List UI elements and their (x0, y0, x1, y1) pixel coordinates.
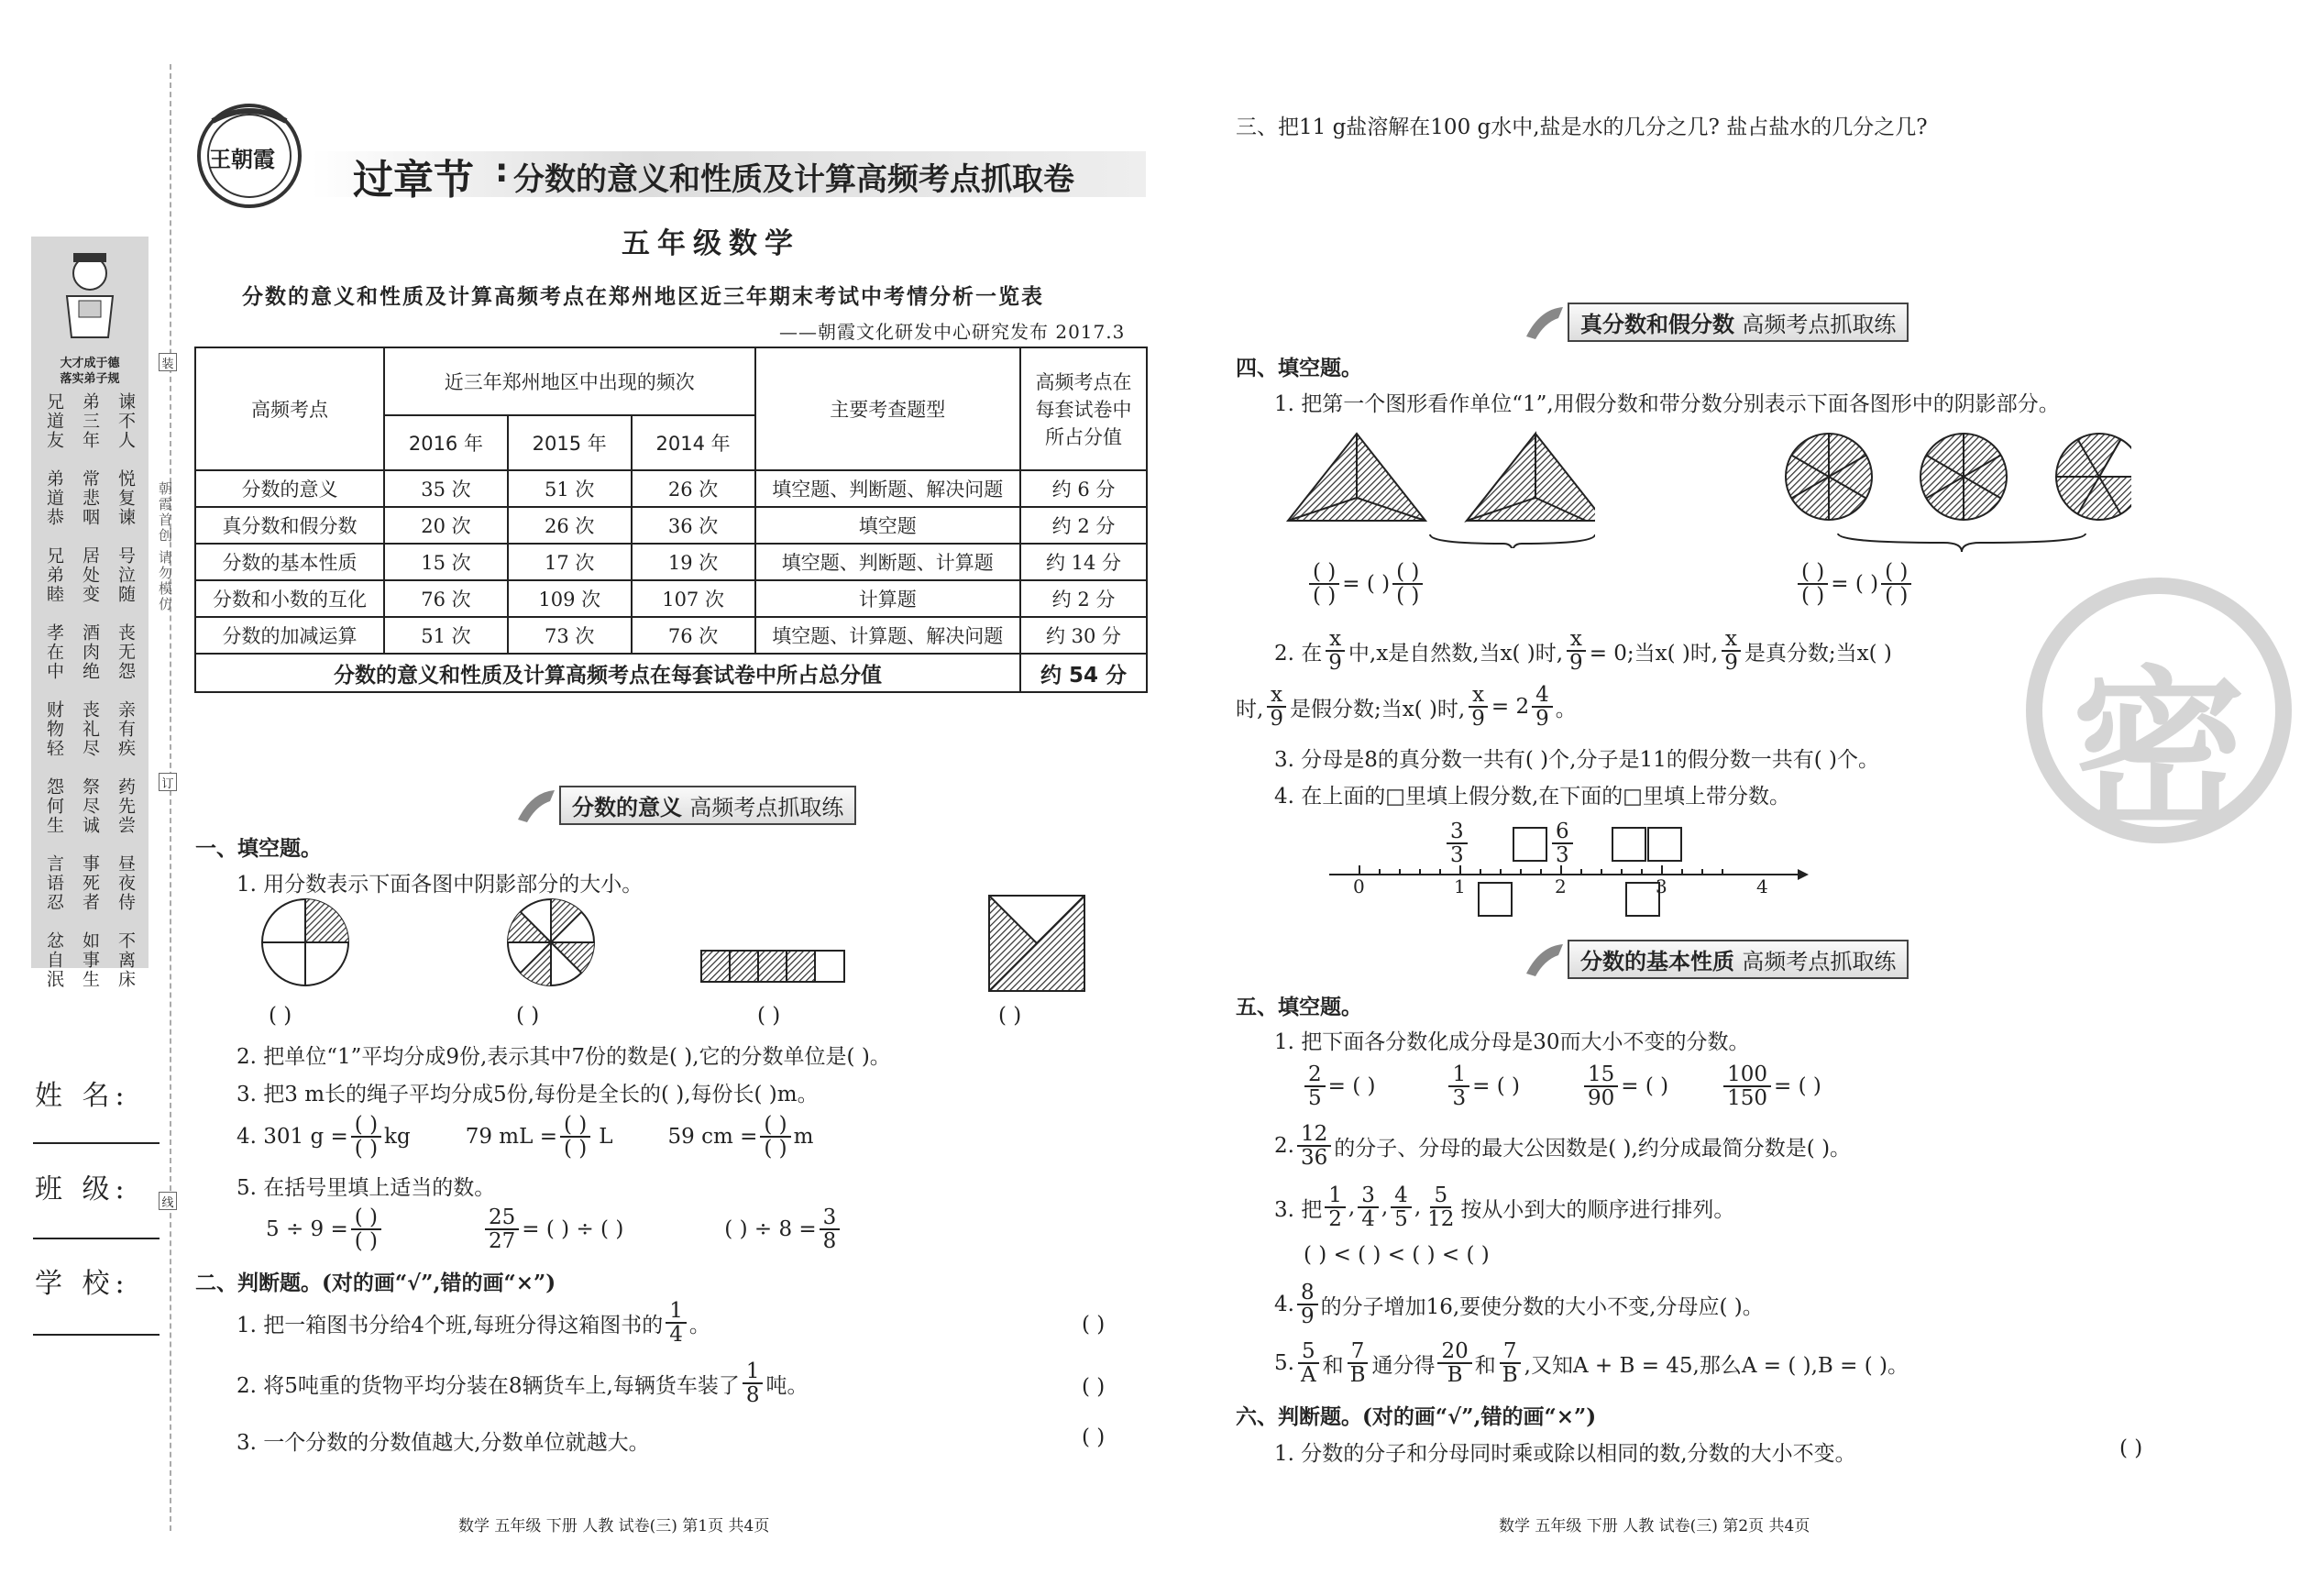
page-title: 分数的意义和性质及计算高频考点抓取卷 (513, 161, 1074, 198)
frac-den: 150 (1727, 1086, 1767, 1111)
motto-column: 兄弟睦 (44, 546, 64, 604)
name-label: 姓 名: (35, 1080, 130, 1112)
unit-kg: kg (384, 1125, 411, 1150)
frac-num: 6 (1552, 820, 1573, 844)
binding-mark-3: 线 (159, 1192, 177, 1210)
blank-den[interactable]: ( ) (563, 1137, 588, 1161)
table-cell: 计算题 (755, 580, 1020, 617)
banner-sub: 高频考点抓取练 (689, 795, 844, 820)
motto-column: 亲有疾 (116, 700, 136, 758)
table-cell: 17 次 (508, 544, 632, 580)
frac-den: 9 (1535, 707, 1549, 732)
motto-column: 弟道恭 (44, 469, 64, 527)
frac-num: 5 (1430, 1184, 1451, 1208)
frac-num: 7 (1500, 1340, 1521, 1364)
blank-den[interactable]: ( ) (764, 1137, 787, 1161)
table-cell: 填空题、判断题、计算题 (755, 544, 1020, 580)
q4-a: 4. (1274, 1293, 1294, 1317)
frac-den: B (1349, 1363, 1366, 1388)
frac-den: 2 (1328, 1207, 1342, 1232)
q5b-num: 25 (485, 1206, 519, 1230)
table-cell: 分数的意义 (195, 470, 384, 507)
q4-part-c: 59 cm = (667, 1125, 758, 1150)
binding-mark-1: 装 (159, 353, 177, 371)
s5-q1-items (1302, 1063, 1821, 1109)
table-source: ——朝霞文化研发中心研究发布 2017.3 (779, 321, 1126, 343)
s4-title: 四、填空题。 (1236, 356, 1362, 380)
th-year: 2016 年 (384, 415, 508, 470)
th-year: 2014 年 (632, 415, 755, 470)
motto-group (44, 777, 136, 835)
s5-q3: 3. 把 $\frac{1}{2}$ , $\frac{3}{4}$ , $\frac{4}{5}$ , $\frac{5}{12}$ 按从小到大的顺序进行排列。 (1274, 1183, 1735, 1232)
blank-num[interactable]: ( ) (1798, 561, 1828, 585)
q3-b: 按从小到大的顺序进行排列。 (1460, 1197, 1735, 1222)
blank-den[interactable]: ( ) (1396, 584, 1420, 609)
table-cell: 20 次 (384, 507, 508, 544)
class-field[interactable] (33, 1238, 160, 1239)
q5-e: ,又知A + B = 45,那么A = ( ),B = ( )。 (1524, 1353, 1909, 1378)
number-line (1325, 862, 1810, 898)
table-cell: 约 30 分 (1020, 617, 1147, 654)
eq-text: = ( ) (1774, 1074, 1821, 1099)
improper-box[interactable] (1612, 827, 1646, 862)
q5-a: 5. (1274, 1351, 1294, 1376)
th-score: 高频考点在每套试卷中所占分值 (1020, 347, 1147, 470)
nl-frac-2 (1549, 820, 1576, 866)
table-row (195, 544, 1147, 580)
s4-q3: 3. 分母是8的真分数一共有( )个,分子是11的假分数一共有( )个。 (1274, 748, 1879, 772)
footer-page-2: 数学 五年级 下册 人教 试卷(三) 第2页 共4页 (1499, 1517, 1810, 1535)
total-value: 约 54 分 (1020, 654, 1147, 692)
section-banner-property (1522, 940, 1909, 979)
frac-den: 8 (745, 1383, 760, 1408)
judge-paren[interactable]: ( ) (1082, 1425, 1106, 1449)
table-cell: 真分数和假分数 (195, 507, 384, 544)
blank-den[interactable]: ( ) (1313, 584, 1337, 609)
answer-paren[interactable]: ( ) (269, 1004, 292, 1028)
frac-den: 3 (1450, 843, 1464, 868)
improper-box[interactable] (1513, 827, 1547, 862)
s5-q1: 1. 把下面各分数化成分母是30而大小不变的分数。 (1274, 1030, 1750, 1054)
circle-eighths-figure (505, 897, 597, 988)
answer-paren[interactable]: ( ) (998, 1004, 1022, 1028)
frac-den: 9 (1569, 651, 1583, 676)
s1-q5-items (266, 1206, 842, 1252)
motto-column: 如事生 (80, 931, 100, 989)
s1-q4 (237, 1114, 813, 1160)
motto-column: 弟三年 (80, 392, 100, 450)
q4-part-a: 4. 301 g = (237, 1125, 348, 1150)
motto-column: 悦复谏 (116, 469, 136, 527)
motto-column: 谏不人 (116, 392, 136, 450)
s6-title: 六、判断题。(对的画“√”,错的画“×”) (1236, 1404, 1597, 1429)
frac-num: 4 (1391, 1184, 1412, 1208)
table-cell: 填空题 (755, 507, 1020, 544)
frac-num: 1 (743, 1360, 764, 1384)
frac-num: x (1567, 628, 1586, 652)
motto-column: 怨何生 (44, 777, 64, 835)
table-cell: 约 6 分 (1020, 470, 1147, 507)
s4-q2-line2 (1236, 684, 1577, 730)
motto-column: 祭尽诚 (80, 777, 100, 835)
table-row (195, 617, 1147, 654)
eq-text: = ( ) (1831, 572, 1879, 597)
secret-stamp (2026, 578, 2292, 853)
frac-den: 36 (1300, 1146, 1328, 1171)
motto-column: 言语忍 (44, 854, 64, 912)
motto-columns (39, 392, 141, 1008)
frac-den: 12 (1427, 1207, 1455, 1232)
frac-num: x (1267, 684, 1286, 708)
s6-q1: 1. 分数的分子和分母同时乘或除以相同的数,分数的大小不变。 (1274, 1442, 1856, 1466)
school-field[interactable] (33, 1334, 160, 1336)
q5-b: 和 (1322, 1353, 1344, 1378)
motto-group (44, 700, 136, 758)
motto-column: 昼夜侍 (116, 854, 136, 912)
eq-text: = ( ) (1621, 1074, 1669, 1099)
motto-2: 落实弟子规 (60, 372, 120, 386)
q2-h: 。 (1555, 697, 1577, 721)
frac-num: 2 (1304, 1063, 1326, 1087)
table-row (195, 507, 1147, 544)
binding-line (170, 64, 171, 1531)
s2-q1-end: 。 (688, 1313, 710, 1337)
answer-paren[interactable]: ( ) (757, 1004, 781, 1028)
judge-paren[interactable]: ( ) (1082, 1375, 1106, 1399)
frac-num: 15 (1584, 1063, 1618, 1087)
blank-den[interactable]: ( ) (1885, 584, 1909, 609)
s4-q1-answer-b (1795, 561, 1914, 607)
motto-column: 不离床 (116, 931, 136, 989)
q2-a: 2. 在 (1274, 641, 1323, 666)
mixed-box[interactable] (1478, 882, 1513, 917)
frac-den: 3 (1452, 1086, 1467, 1111)
copyright-note: 朝霞首创 请勿模仿 (157, 481, 173, 612)
s4-q1-answer-a (1306, 561, 1425, 607)
blank-den[interactable]: ( ) (354, 1229, 379, 1254)
q4-part-b: 79 mL = (465, 1125, 557, 1150)
brush-icon (1522, 304, 1568, 341)
frac-num: 3 (1447, 820, 1468, 844)
blank-num[interactable]: ( ) (351, 1206, 381, 1230)
eq-text: = ( ) (1327, 1074, 1376, 1099)
frac-num: x (1326, 628, 1345, 652)
number-line-label: 3 (1656, 875, 1667, 897)
q2-c: = 0;当x( )时, (1589, 641, 1719, 666)
binding-mark-2: 订 (159, 773, 177, 791)
q5-a: 5 ÷ 9 = (266, 1217, 348, 1242)
frac-den: 9 (1471, 707, 1485, 732)
frac-den: 9 (1724, 651, 1738, 676)
frac-num: 1 (1325, 1184, 1346, 1208)
q2-b: 中,x是自然数,当x( )时, (1348, 641, 1564, 666)
frac-den: 5 (1394, 1207, 1408, 1232)
motto-group (44, 392, 136, 450)
s5-q2 (1274, 1123, 1851, 1169)
frac-num: 5 (1298, 1340, 1319, 1364)
improper-box[interactable] (1647, 827, 1682, 862)
s1-title: 一、填空题。 (195, 836, 322, 861)
blank-num[interactable]: ( ) (560, 1114, 590, 1138)
table-cell: 51 次 (384, 617, 508, 654)
triangles-figure (1283, 429, 1595, 548)
table-cell: 76 次 (632, 617, 755, 654)
title-colon: : (495, 152, 509, 190)
class-label: 班 级: (35, 1173, 130, 1205)
table-cell: 约 2 分 (1020, 507, 1147, 544)
table-cell: 26 次 (508, 507, 632, 544)
frac-den: 9 (1300, 1304, 1315, 1329)
frac-den: 9 (1328, 651, 1342, 676)
motto-group (44, 469, 136, 527)
s1-q1: 1. 用分数表示下面各图中阴影部分的大小。 (237, 873, 644, 897)
blank-den[interactable]: ( ) (354, 1137, 379, 1161)
s1-q3: 3. 把3 m长的绳子平均分成5份,每份是全长的( ),每份长( )m。 (237, 1083, 819, 1106)
s4-q1: 1. 把第一个图形看作单位“1”,用假分数和带分数分别表示下面各图形中的阴影部分。 (1274, 392, 2060, 416)
motto-group (44, 931, 136, 989)
s2-q2-end: 吨。 (765, 1373, 809, 1398)
number-line-label: 0 (1353, 875, 1365, 897)
frac-den: 90 (1587, 1086, 1615, 1111)
q5-d: 和 (1474, 1353, 1496, 1378)
motto-column: 事死者 (80, 854, 100, 912)
logo-text: 王朝霞 (209, 147, 275, 172)
motto-group (44, 623, 136, 681)
q5-c: ( ) ÷ 8 = (724, 1217, 817, 1242)
s5-q4 (1274, 1282, 1764, 1327)
table-cell: 76 次 (384, 580, 508, 617)
table-cell: 73 次 (508, 617, 632, 654)
motto-column: 常悲咽 (80, 469, 100, 527)
q3-a: 3. 把 (1274, 1197, 1323, 1222)
s5-q5 (1274, 1340, 1909, 1386)
frac-den: 5 (1308, 1086, 1322, 1111)
answer-paren[interactable]: ( ) (516, 1004, 540, 1028)
s2-q2-text: 2. 将5吨重的货物平均分装在8辆货车上,每辆货车装了 (237, 1373, 740, 1398)
s5-title: 五、填空题。 (1236, 995, 1362, 1019)
frac-num: 1 (1448, 1063, 1469, 1087)
frac-num: x (1469, 684, 1488, 708)
frac-num: x (1722, 628, 1741, 652)
table-cell: 35 次 (384, 470, 508, 507)
analysis-table (194, 347, 1148, 693)
frac-num: 8 (1297, 1282, 1318, 1305)
table-cell: 填空题、判断题、解决问题 (755, 470, 1020, 507)
frac-den: B (1447, 1363, 1463, 1388)
blank-num[interactable]: ( ) (760, 1114, 790, 1138)
s4-q2-line1 (1274, 628, 1892, 674)
table-cell: 分数的加减运算 (195, 617, 384, 654)
banner-title: 分数的意义 (572, 795, 682, 820)
table-row (195, 470, 1147, 507)
s2-q1 (237, 1300, 710, 1346)
q4-b: 的分子增加16,要使分数的大小不变,分母应( )。 (1320, 1294, 1764, 1319)
number-line-label: 2 (1555, 875, 1567, 897)
s1-q2: 2. 把单位“1”平均分成9份,表示其中7份的数是( ),它的分数单位是( )。 (237, 1045, 891, 1069)
table-cell: 填空题、计算题、解决问题 (755, 617, 1020, 654)
section-banner-meaning (513, 786, 856, 825)
banner-sub: 高频考点抓取练 (1742, 949, 1897, 974)
frac-den: 3 (1556, 843, 1569, 868)
sidebar-strip (31, 237, 149, 989)
motto-column: 孝在中 (44, 623, 64, 681)
mixed-box[interactable] (1625, 882, 1660, 917)
th-year: 2015 年 (508, 415, 632, 470)
bar-fifths-figure (700, 950, 847, 985)
total-label: 分数的意义和性质及计算高频考点在每套试卷中所占总分值 (195, 654, 1020, 692)
blank-num[interactable]: ( ) (351, 1114, 381, 1138)
th-point: 高频考点 (195, 347, 384, 470)
q2-a: 2. (1274, 1134, 1294, 1159)
blank-num[interactable]: ( ) (1881, 561, 1911, 585)
frac-num: 7 (1348, 1340, 1369, 1364)
banner-sub: 高频考点抓取练 (1742, 312, 1897, 337)
table-cell: 51 次 (508, 470, 632, 507)
unit-m: m (793, 1125, 814, 1150)
judge-paren[interactable]: ( ) (1082, 1313, 1106, 1337)
motto-column: 药先尝 (116, 777, 136, 835)
q5c-num: 3 (820, 1206, 841, 1230)
frac-den: A (1300, 1363, 1316, 1388)
circles-figure (1783, 431, 2131, 555)
s1-q5: 5. 在括号里填上适当的数。 (237, 1176, 496, 1200)
s2-q3: 3. 一个分数的分数值越大,分数单位就越大。 (237, 1431, 650, 1455)
s2-q1-text: 1. 把一箱图书分给4个班,每班分得这箱图书的 (237, 1313, 664, 1337)
number-line-label: 4 (1756, 875, 1768, 897)
frac-num: 4 (1532, 684, 1553, 708)
subject-title: 五年级数学 (622, 227, 800, 260)
table-cell: 36 次 (632, 507, 755, 544)
stamp-text: 密 (2071, 651, 2246, 853)
eq-text: = ( ) (1472, 1074, 1520, 1099)
q2-d: 是真分数;当x( ) (1744, 641, 1892, 666)
brand-name: 过章节 (353, 157, 474, 204)
frac-num: 100 (1723, 1063, 1771, 1087)
frac-num: 20 (1437, 1340, 1471, 1364)
school-label: 学 校: (35, 1268, 130, 1300)
motto-group (44, 546, 136, 604)
q5b-den: 27 (489, 1229, 516, 1254)
s3-question: 三、把11 g盐溶解在100 g水中,盐是水的几分之几? 盐占盐水的几分之几? (1236, 116, 1928, 139)
table-cell: 107 次 (632, 580, 755, 617)
judge-paren[interactable]: ( ) (2119, 1436, 2143, 1460)
s4-q4: 4. 在上面的□里填上假分数,在下面的□里填上带分数。 (1274, 785, 1791, 809)
section-banner-proper (1522, 303, 1909, 342)
eq-text: = ( ) (1342, 572, 1391, 597)
motto-column: 酒肉绝 (80, 623, 100, 681)
nl-frac-1 (1444, 820, 1470, 866)
footer-page-1: 数学 五年级 下册 人教 试卷(三) 第1页 共4页 (458, 1517, 770, 1535)
s2-q2 (237, 1360, 808, 1406)
motto-column: 丧礼尽 (80, 700, 100, 758)
motto-column: 丧无怨 (116, 623, 136, 681)
frac-den: 4 (1361, 1207, 1375, 1232)
blank-num[interactable]: ( ) (1309, 561, 1339, 585)
motto-column: 居处变 (80, 546, 100, 604)
table-cell: 109 次 (508, 580, 632, 617)
q5-b: = ( ) ÷ ( ) (522, 1217, 624, 1242)
q2-e: 时, (1236, 697, 1264, 721)
motto-column: 号泣随 (116, 546, 136, 604)
banner-title: 真分数和假分数 (1580, 312, 1734, 337)
table-cell: 约 14 分 (1020, 544, 1147, 580)
scholar-figure-icon (53, 246, 127, 347)
brush-icon (1522, 941, 1568, 978)
s2-title: 二、判断题。(对的画“√”,错的画“×”) (195, 1271, 556, 1295)
table-cell: 19 次 (632, 544, 755, 580)
table-cell: 分数的基本性质 (195, 544, 384, 580)
motto-column: 忿自泯 (44, 931, 64, 989)
table-body (195, 470, 1147, 654)
table-caption: 分数的意义和性质及计算高频考点在郑州地区近三年期末考试中考情分析一览表 (242, 284, 1044, 309)
table-cell: 15 次 (384, 544, 508, 580)
motto-1: 大才成于德 (60, 357, 120, 370)
banner-title: 分数的基本性质 (1580, 949, 1734, 974)
frac-num: 3 (1358, 1184, 1379, 1208)
blank-num[interactable]: ( ) (1392, 561, 1423, 585)
frac-den: 9 (1270, 707, 1283, 732)
table-cell: 分数和小数的互化 (195, 580, 384, 617)
frac-num: 12 (1297, 1123, 1331, 1147)
number-line-label: 1 (1454, 875, 1466, 897)
q2-b: 的分子、分母的最大公因数是( ),约分成最简分数是( )。 (1334, 1136, 1852, 1161)
s5-q3-order[interactable]: ( ) < ( ) < ( ) < ( ) (1304, 1243, 1490, 1267)
table-cell: 26 次 (632, 470, 755, 507)
q5c-den: 8 (822, 1229, 837, 1254)
q5-c: 通分得 (1371, 1353, 1436, 1378)
frac-num: 1 (666, 1300, 687, 1324)
th-type: 主要考查题型 (755, 347, 1020, 470)
motto-column: 财物轻 (44, 700, 64, 758)
th-freq: 近三年郑州地区中出现的频次 (384, 347, 755, 415)
table-cell: 约 2 分 (1020, 580, 1147, 617)
frac-den: B (1502, 1363, 1518, 1388)
motto-column: 兄道友 (44, 392, 64, 450)
circle-quarters-figure (259, 897, 351, 988)
blank-den[interactable]: ( ) (1801, 584, 1825, 609)
q2-g: = 2 (1491, 695, 1530, 720)
motto-group (44, 854, 136, 912)
q2-f: 是假分数;当x( )时, (1289, 697, 1466, 721)
name-field[interactable] (33, 1142, 160, 1144)
square-quarters-figure (988, 895, 1085, 992)
frac-den: 4 (669, 1323, 683, 1348)
table-row (195, 580, 1147, 617)
brush-icon (513, 787, 559, 824)
unit-l: L (599, 1125, 613, 1150)
